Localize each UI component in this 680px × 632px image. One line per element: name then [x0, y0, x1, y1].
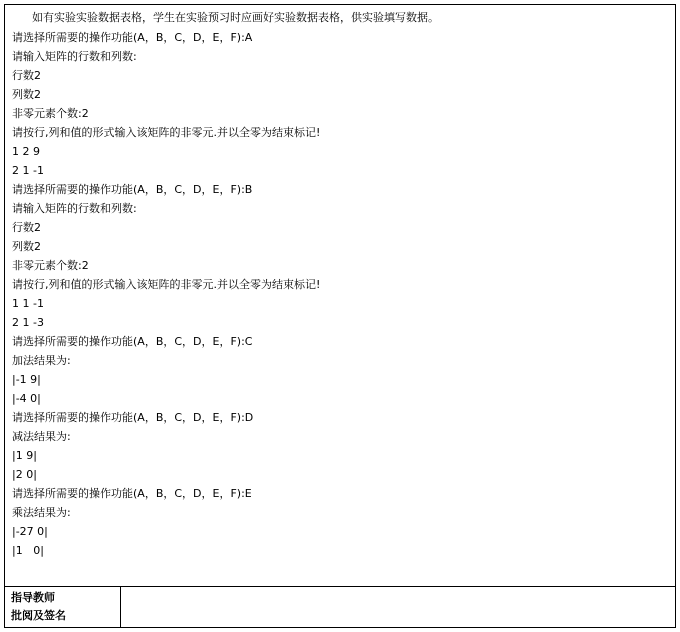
console-output: [12, 28, 675, 560]
console-line: 2 1 -3: [12, 316, 44, 329]
signature-field[interactable]: [121, 587, 675, 627]
console-line: |2 0|: [12, 468, 37, 481]
console-line: 请选择所需要的操作功能(A，B，C，D，E，F):B: [12, 183, 253, 196]
instructor-signature-label: [5, 587, 121, 627]
console-line: 减法结果为:: [12, 430, 71, 443]
console-line: 请输入矩阵的行数和列数:: [12, 202, 137, 215]
console-line: 请按行,列和值的形式输入该矩阵的非零元.并以全零为结束标记!: [12, 126, 321, 139]
console-line: 非零元素个数:2: [12, 259, 89, 272]
console-line: 请按行,列和值的形式输入该矩阵的非零元.并以全零为结束标记!: [12, 278, 321, 291]
console-line: |1 0|: [12, 544, 44, 557]
console-line: |-4 0|: [12, 392, 41, 405]
console-line: |1 9|: [12, 449, 37, 462]
console-line: 2 1 -1: [12, 164, 44, 177]
console-line: 行数2: [12, 221, 41, 234]
experiment-content-cell: [5, 5, 675, 587]
console-line: 1 2 9: [12, 145, 40, 158]
console-line: 请输入矩阵的行数和列数:: [12, 50, 137, 63]
console-line: |-1 9|: [12, 373, 41, 386]
console-line: 请选择所需要的操作功能(A，B，C，D，E，F):E: [12, 487, 252, 500]
console-line: 非零元素个数:2: [12, 107, 89, 120]
console-line: 行数2: [12, 69, 41, 82]
console-line: 列数2: [12, 240, 41, 253]
signature-row: [5, 587, 675, 627]
signature-label-line: 批阅及签名: [11, 609, 66, 622]
console-line: 请选择所需要的操作功能(A，B，C，D，E，F):A: [12, 31, 253, 44]
console-line: 1 1 -1: [12, 297, 44, 310]
instructor-label-line: 指导教师: [11, 591, 55, 604]
intro-note: 如有实验实验数据表格，学生在实验预习时应画好实验数据表格，供实验填写数据。: [32, 11, 439, 24]
console-line: 乘法结果为:: [12, 506, 71, 519]
console-line: 加法结果为:: [12, 354, 71, 367]
console-line: 请选择所需要的操作功能(A，B，C，D，E，F):C: [12, 335, 253, 348]
console-line: 请选择所需要的操作功能(A，B，C，D，E，F):D: [12, 411, 254, 424]
console-line: |-27 0|: [12, 525, 48, 538]
console-line: 列数2: [12, 88, 41, 101]
report-table: [4, 4, 676, 628]
